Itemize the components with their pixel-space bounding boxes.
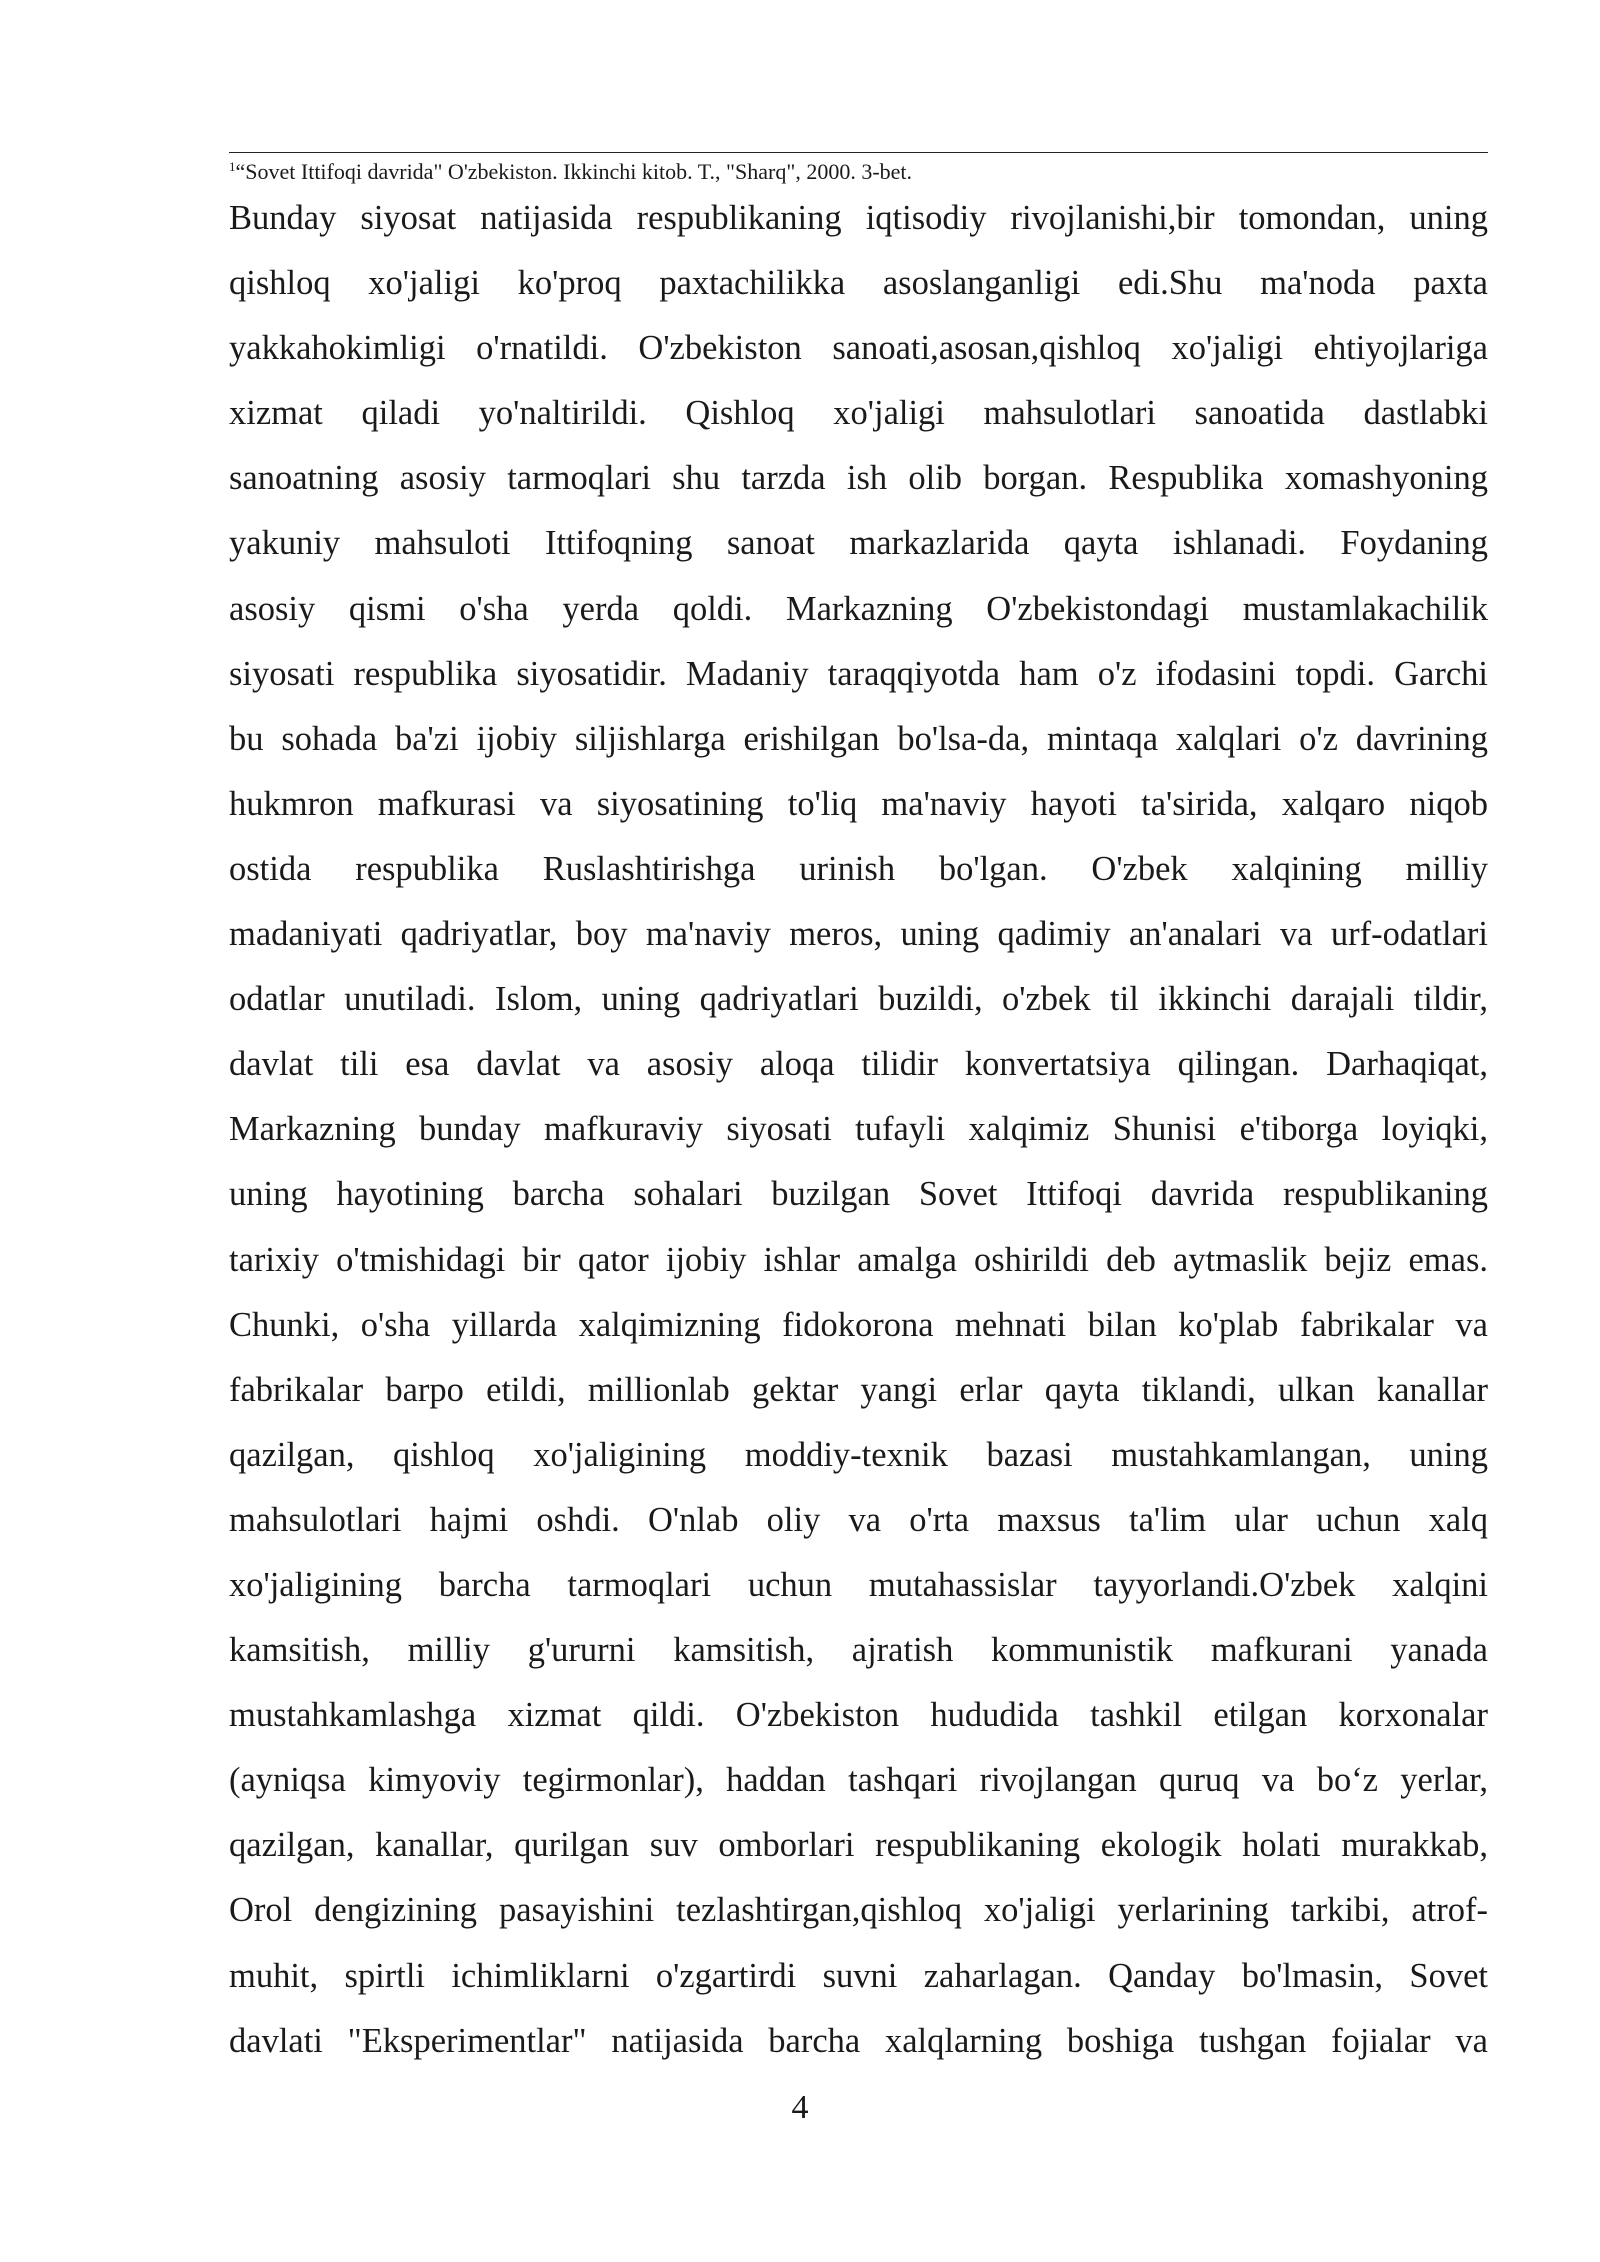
text-line: hukmron mafkurasi va siyosatining to'liq ma'naviy hayoti ta'sirida, xalqaro niqob xyxy=(229,784,1488,823)
text-line: odatlar unutiladi. Islom, uning qadriyatlari buzildi, o'zbek til ikkinchi darajali tildir, xyxy=(229,980,1488,1019)
text-line: tarixiy o'tmishidagi bir qator ijobiy ishlar amalga oshirildi deb aytmaslik bejiz emas. xyxy=(229,1240,1488,1279)
text-line: qishloq xo'jaligi ko'proq paxtachilikka asoslanganligi edi.Shu ma'noda paxta xyxy=(229,264,1488,303)
text-line: Markazning bunday mafkuraviy siyosati tufayli xalqimiz Shunisi e'tiborga loyiqki, xyxy=(229,1110,1488,1149)
footnote-separator xyxy=(229,152,1488,153)
text-line: kamsitish, milliy g'ururni kamsitish, ajratish kommunistik mafkurani yanada xyxy=(229,1631,1488,1670)
text-line: xizmat qiladi yo'naltirildi. Qishloq xo'jaligi mahsulotlari sanoatida dastlabki xyxy=(229,394,1488,433)
text-line: Bunday siyosat natijasida respublikaning iqtisodiy rivojlanishi,bir tomondan, uning xyxy=(229,199,1488,237)
page-number: 4 xyxy=(791,2089,809,2126)
text-line: xo'jaligining barcha tarmoqlari uchun mutahassislar tayyorlandi.O'zbek xalqini xyxy=(229,1565,1488,1604)
text-line: qazilgan, kanallar, qurilgan suv omborlari respublikaning ekologik holati murakkab, xyxy=(229,1826,1488,1865)
text-line: mustahkamlashga xizmat qildi. O'zbekiston hududida tashkil etilgan korxonalar xyxy=(229,1696,1488,1735)
text-line: qazilgan, qishloq xo'jaligining moddiy-texnik bazasi mustahkamlangan, uning xyxy=(229,1435,1488,1474)
text-line: uning hayotining barcha sohalari buzilgan Sovet Ittifoqi davrida respublikaning xyxy=(229,1175,1488,1214)
text-line: Chunki, o'sha yillarda xalqimizning fidokorona mehnati bilan ko'plab fabrikalar va xyxy=(229,1305,1488,1344)
footnote xyxy=(229,158,1488,186)
text-line: mahsulotlari hajmi oshdi. O'nlab oliy va o'rta maxsus ta'lim ular uchun xalq xyxy=(229,1500,1488,1539)
footnote-text: “Sovet Ittifoqi davrida" O'zbekiston. Ikkinchi kitob. T., "Sharq", 2000. 3-bet. xyxy=(235,159,913,184)
text-line: ostida respublika Ruslashtirishga urinish bo'lgan. O'zbek xalqining milliy xyxy=(229,849,1488,888)
text-line: yakkahokimligi o'rnatildi. O'zbekiston sanoati,asosan,qishloq xo'jaligi ehtiyojlariga xyxy=(229,329,1488,368)
text-line: (ayniqsa kimyoviy tegirmonlar), haddan tashqari rivojlangan quruq va bo‘z yerlar, xyxy=(229,1761,1488,1800)
text-line: yakuniy mahsuloti Ittifoqning sanoat markazlarida qayta ishlanadi. Foydaning xyxy=(229,524,1488,563)
text-line: siyosati respublika siyosatidir. Madaniy taraqqiyotda ham o'z ifodasini topdi. Garchi xyxy=(229,654,1488,693)
body-paragraph xyxy=(229,186,1488,2074)
text-line: sanoatning asosiy tarmoqlari shu tarzda ish olib borgan. Respublika xomashyoning xyxy=(229,459,1488,498)
text-line: fabrikalar barpo etildi, millionlab gektar yangi erlar qayta tiklandi, ulkan kanallar xyxy=(229,1370,1488,1409)
text-line: Orol dengizining pasayishini tezlashtirgan,qishloq xo'jaligi yerlarining tarkibi, atrof- xyxy=(229,1891,1488,1930)
text-line: asosiy qismi o'sha yerda qoldi. Markazning O'zbekistondagi mustamlakachilik xyxy=(229,589,1488,628)
text-line: madaniyati qadriyatlar, boy ma'naviy meros, uning qadimiy an'analari va urf-odatlari xyxy=(229,915,1488,954)
text-line: bu sohada ba'zi ijobiy siljishlarga erishilgan bo'lsa-da, mintaqa xalqlari o'z davrining xyxy=(229,719,1488,758)
text-line: davlat tili esa davlat va asosiy aloqa tilidir konvertatsiya qilingan. Darhaqiqat, xyxy=(229,1045,1488,1084)
text-line: davlati "Eksperimentlar" natijasida barcha xalqlarning boshiga tushgan fojialar va xyxy=(229,2021,1488,2060)
text-line: muhit, spirtli ichimliklarni o'zgartirdi suvni zaharlagan. Qanday bo'lmasin, Sovet xyxy=(229,1956,1488,1995)
footnote-marker: 1 xyxy=(229,159,236,174)
